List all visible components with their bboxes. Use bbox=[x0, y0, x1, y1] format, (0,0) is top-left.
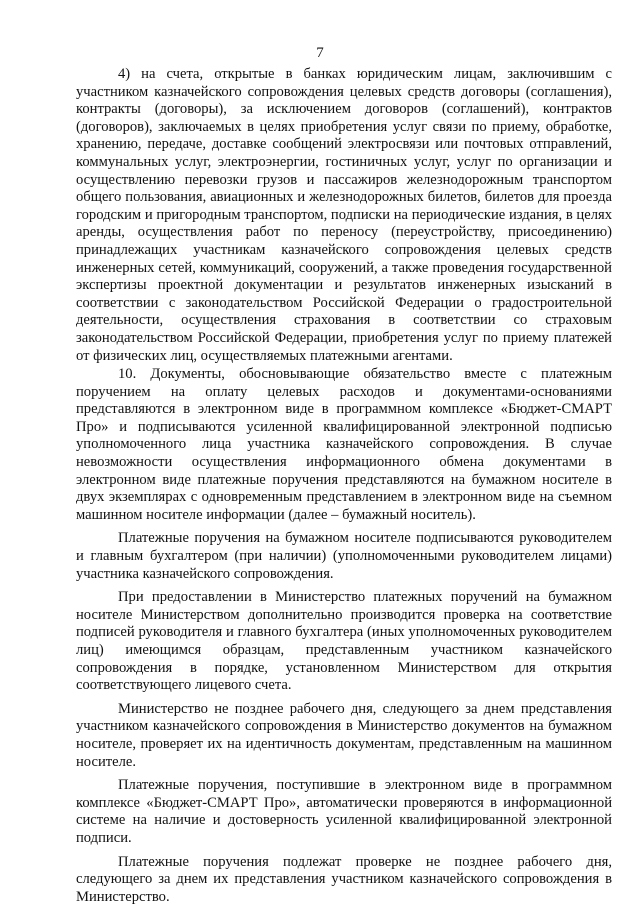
body-text bbox=[76, 66, 612, 906]
paragraph-electronic-signature-check: Платежные поручения, поступившие в электронном виде в программном комплексе «Бюджет-СМАРТ Про», автоматически проверяются в информационной системе на наличие и достоверность усиленной квалифицированной электронной подписи. bbox=[76, 777, 612, 846]
paragraph-identity-check: Министерство не позднее рабочего дня, следующего за днем представления участником казначейского сопровождения в Министерство документов на бумажном носителе, проверяет их на идентичность документам, представленным на машинном носителе. bbox=[76, 700, 612, 770]
paragraph-paper-orders-signing: Платежные поручения на бумажном носителе подписываются руководителем и главным бухгалтером (при наличии) (уполномоченными руководителем лицами) участника казначейского сопровождения. bbox=[76, 530, 612, 582]
paragraph-item-4-accounts: 4) на счета, открытые в банках юридическим лицам, заключившим с участником казначейского сопровождения целевых средств договоры (соглашения), контракты (договоры), за исключением договоров (соглашений), контрактов (договоров), заключаемых в целях приобретения услуг связи по приему, обработке, хранению, передаче, доставке сообщений электросвязи или почтовых отправлений, коммунальных услуг, электроэнергии, гостиничных услуг, услуг по организации и осуществлению перевозки грузов и пассажиров железнодорожным транспортом общего пользования, авиационных и железнодорожных билетов, билетов для проезда городским и пригородным транспортом, подписки на периодические издания, в целях аренды, осуществления работ по переносу (переустройству, присоединению) принадлежащих участникам казначейского сопровождения целевых средств инженерных сетей, коммуникаций, сооружений, а также проведения государственной экспертизы проектной документации и результатов инженерных изысканий в соответствии с законодательством Российской Федерации о градостроительной деятельности, осуществления страхования в соответствии со страховым законодательством Российской Федерации, приобретения услуг по приему платежей от физических лиц, осуществляемых платежными агентами. bbox=[76, 66, 612, 364]
paragraph-verification-deadline: Платежные поручения подлежат проверке не позднее рабочего дня, следующего за днем их представления участником казначейского сопровождения в Министерство. bbox=[76, 853, 612, 905]
page-number: 7 bbox=[316, 45, 324, 61]
paragraph-signature-verification: При предоставлении в Министерство платежных поручений на бумажном носителе Министерством дополнительно производится проверка на соответствие подписей руководителя и главного бухгалтера (иных уполномоченных руководителем лиц) имеющимся образцам, представленным участником казначейского сопровождения в порядке, установленном Министерством для открытия соответствующего лицевого счета. bbox=[76, 589, 612, 694]
paragraph-clause-10-documents: 10. Документы, обосновывающие обязательство вместе с платежным поручением на оплату целевых расходов и документами-основаниями представляются в электронном виде в программном комплексе «Бюджет-СМАРТ Про» и подписываются усиленной квалифицированной электронной подписью уполномоченного лица участника казначейского сопровождения. В случае невозможности осуществления информационного обмена документами в электронном виде платежные поручения представляются на бумажном носителе в двух экземплярах с одновременным представлением в электронном виде на съемном машинном носителе информации (далее – бумажный носитель). bbox=[76, 366, 612, 523]
